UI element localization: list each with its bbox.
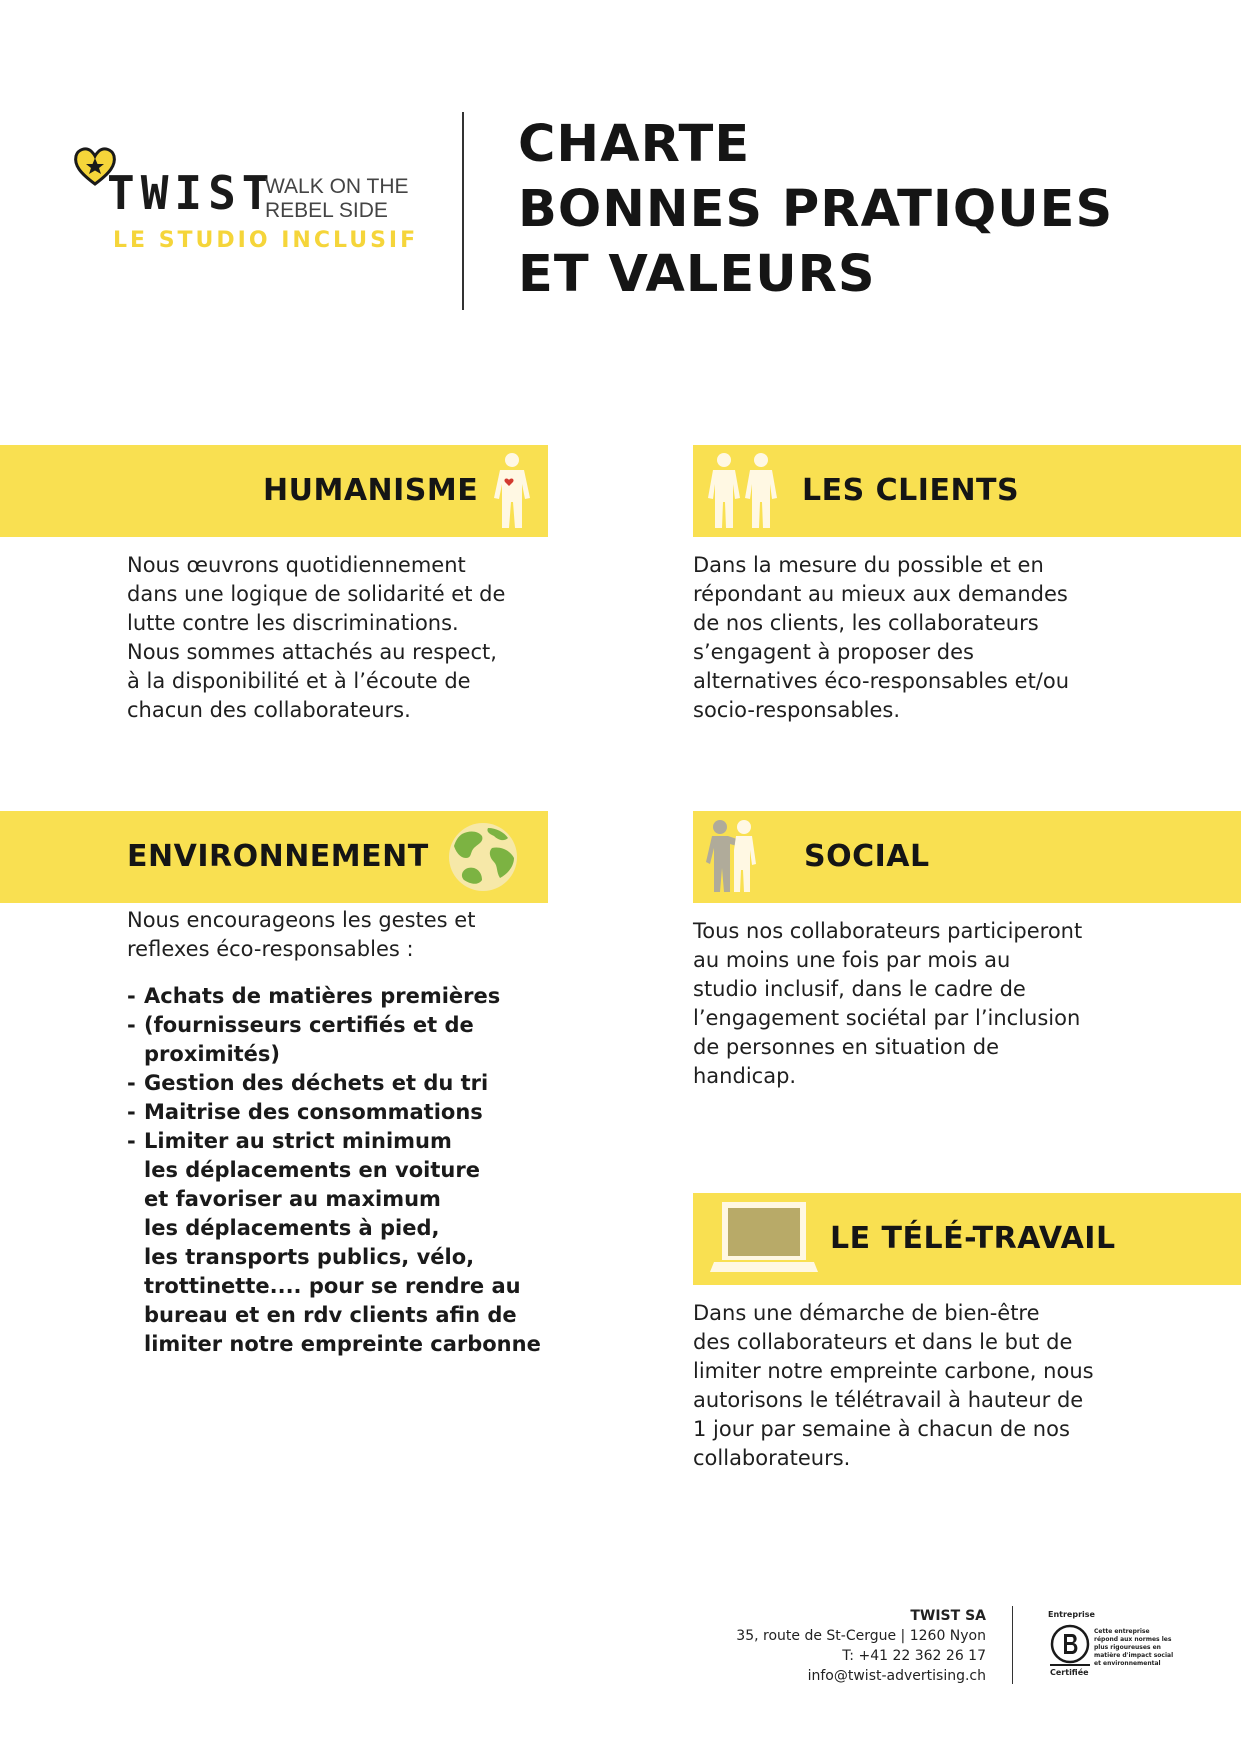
tagline-line: REBEL SIDE xyxy=(265,199,388,222)
footer-divider xyxy=(1012,1606,1013,1684)
text-line: s’engagent à proposer des xyxy=(693,640,974,664)
bcorp-bottom-label: Certifiée xyxy=(1050,1668,1089,1677)
text-line: Dans une démarche de bien-être xyxy=(693,1301,1040,1325)
list-item xyxy=(127,1098,541,1127)
list-item xyxy=(127,982,541,1011)
text-line: des collaborateurs et dans le but de xyxy=(693,1330,1073,1354)
section-title-environnement: ENVIRONNEMENT xyxy=(127,839,429,874)
text-line: reflexes éco-responsables : xyxy=(127,937,414,961)
text-line: 1 jour par semaine à chacun de nos xyxy=(693,1417,1070,1441)
text-line: studio inclusif, dans le cadre de xyxy=(693,977,1026,1001)
text-line: répondant au mieux aux demandes xyxy=(693,582,1068,606)
text-line: à la disponibilité et à l’écoute de xyxy=(127,669,471,693)
bullet-line: les déplacements à pied, xyxy=(144,1216,440,1240)
section-title-teletravail: LE TÉLÉ-TRAVAIL xyxy=(830,1221,1116,1256)
bullet-line: trottinette.... pour se rendre au xyxy=(144,1274,521,1298)
section-text-teletravail xyxy=(693,1299,1094,1473)
section-text-humanisme xyxy=(127,551,505,725)
text-line: au moins une fois par mois au xyxy=(693,948,1011,972)
bullet-line: - Maitrise des consommations xyxy=(144,1100,483,1124)
list-item xyxy=(127,1011,541,1069)
company-email[interactable]: info@twist-advertising.ch xyxy=(807,1668,986,1684)
section-text-social xyxy=(693,917,1082,1091)
environnement-bullet-list xyxy=(127,982,541,1359)
text-line: Nous encourageons les gestes et xyxy=(127,908,476,932)
section-title-clients: LES CLIENTS xyxy=(802,473,1020,508)
globe-icon xyxy=(448,822,518,892)
text-line: Dans la mesure du possible et en xyxy=(693,553,1044,577)
company-name: TWIST SA xyxy=(910,1608,986,1624)
title-line: BONNES PRATIQUES xyxy=(518,180,1114,239)
text-line: de nos clients, les collaborateurs xyxy=(693,611,1039,635)
bullet-line: limiter notre empreinte carbonne xyxy=(144,1332,541,1356)
section-text-clients xyxy=(693,551,1069,725)
text-line: de personnes en situation de xyxy=(693,1035,999,1059)
header-divider xyxy=(462,112,464,310)
two-people-icon xyxy=(707,452,779,530)
text-line: Nous œuvrons quotidiennement xyxy=(127,553,466,577)
bcorp-logo-icon xyxy=(1050,1624,1090,1666)
bullet-line: proximités) xyxy=(144,1042,281,1066)
text-line: chacun des collaborateurs. xyxy=(127,698,411,722)
bullet-line: les transports publics, vélo, xyxy=(144,1245,475,1269)
bullet-line: - Achats de matières premières xyxy=(144,984,501,1008)
logo-wordmark: TWIST xyxy=(107,166,276,220)
text-line: handicap. xyxy=(693,1064,797,1088)
text-line: alternatives éco-responsables et/ou xyxy=(693,669,1070,693)
section-intro-environnement xyxy=(127,906,475,964)
text-line: collaborateurs. xyxy=(693,1446,851,1470)
text-line: Tous nos collaborateurs participeront xyxy=(693,919,1083,943)
text-line: limiter notre empreinte carbone, nous xyxy=(693,1359,1094,1383)
bullet-line: bureau et en rdv clients afin de xyxy=(144,1303,517,1327)
bullet-line: les déplacements en voiture xyxy=(144,1158,480,1182)
list-item xyxy=(127,1069,541,1098)
tagline-line: WALK ON THE xyxy=(265,175,409,198)
bcorp-description: Cette entreprise répond aux normes les plus rigoureuses en matière d'impact social et environnemental xyxy=(1094,1628,1174,1667)
company-phone: T: +41 22 362 26 17 xyxy=(842,1648,986,1664)
title-line: ET VALEURS xyxy=(518,245,876,304)
studio-label: LE STUDIO INCLUSIF xyxy=(113,228,419,253)
section-title-social: SOCIAL xyxy=(804,839,930,874)
section-title-humanisme: HUMANISME xyxy=(263,473,479,508)
bullet-line: - Limiter au strict minimum xyxy=(144,1129,452,1153)
logo-tagline xyxy=(265,175,409,223)
bullet-line: - (fournisseurs certifiés et de xyxy=(144,1013,474,1037)
text-line: dans une logique de solidarité et de xyxy=(127,582,506,606)
helping-people-icon xyxy=(706,818,758,894)
text-line: autorisons le télétravail à hauteur de xyxy=(693,1388,1084,1412)
laptop-icon xyxy=(710,1200,818,1276)
title-line: CHARTE xyxy=(518,115,751,174)
list-item xyxy=(127,1127,541,1359)
bcorp-top-label: Entreprise xyxy=(1048,1610,1095,1619)
person-heart-icon xyxy=(490,452,534,530)
company-address: 35, route de St-Cergue | 1260 Nyon xyxy=(736,1628,986,1644)
bullet-line: et favoriser au maximum xyxy=(144,1187,441,1211)
text-line: socio-responsables. xyxy=(693,698,901,722)
footer-address xyxy=(736,1606,986,1686)
section-band-social xyxy=(693,811,1241,903)
page-title xyxy=(518,112,1113,307)
bullet-line: - Gestion des déchets et du tri xyxy=(144,1071,489,1095)
text-line: Nous sommes attachés au respect, xyxy=(127,640,497,664)
text-line: lutte contre les discriminations. xyxy=(127,611,459,635)
text-line: l’engagement sociétal par l’inclusion xyxy=(693,1006,1081,1030)
